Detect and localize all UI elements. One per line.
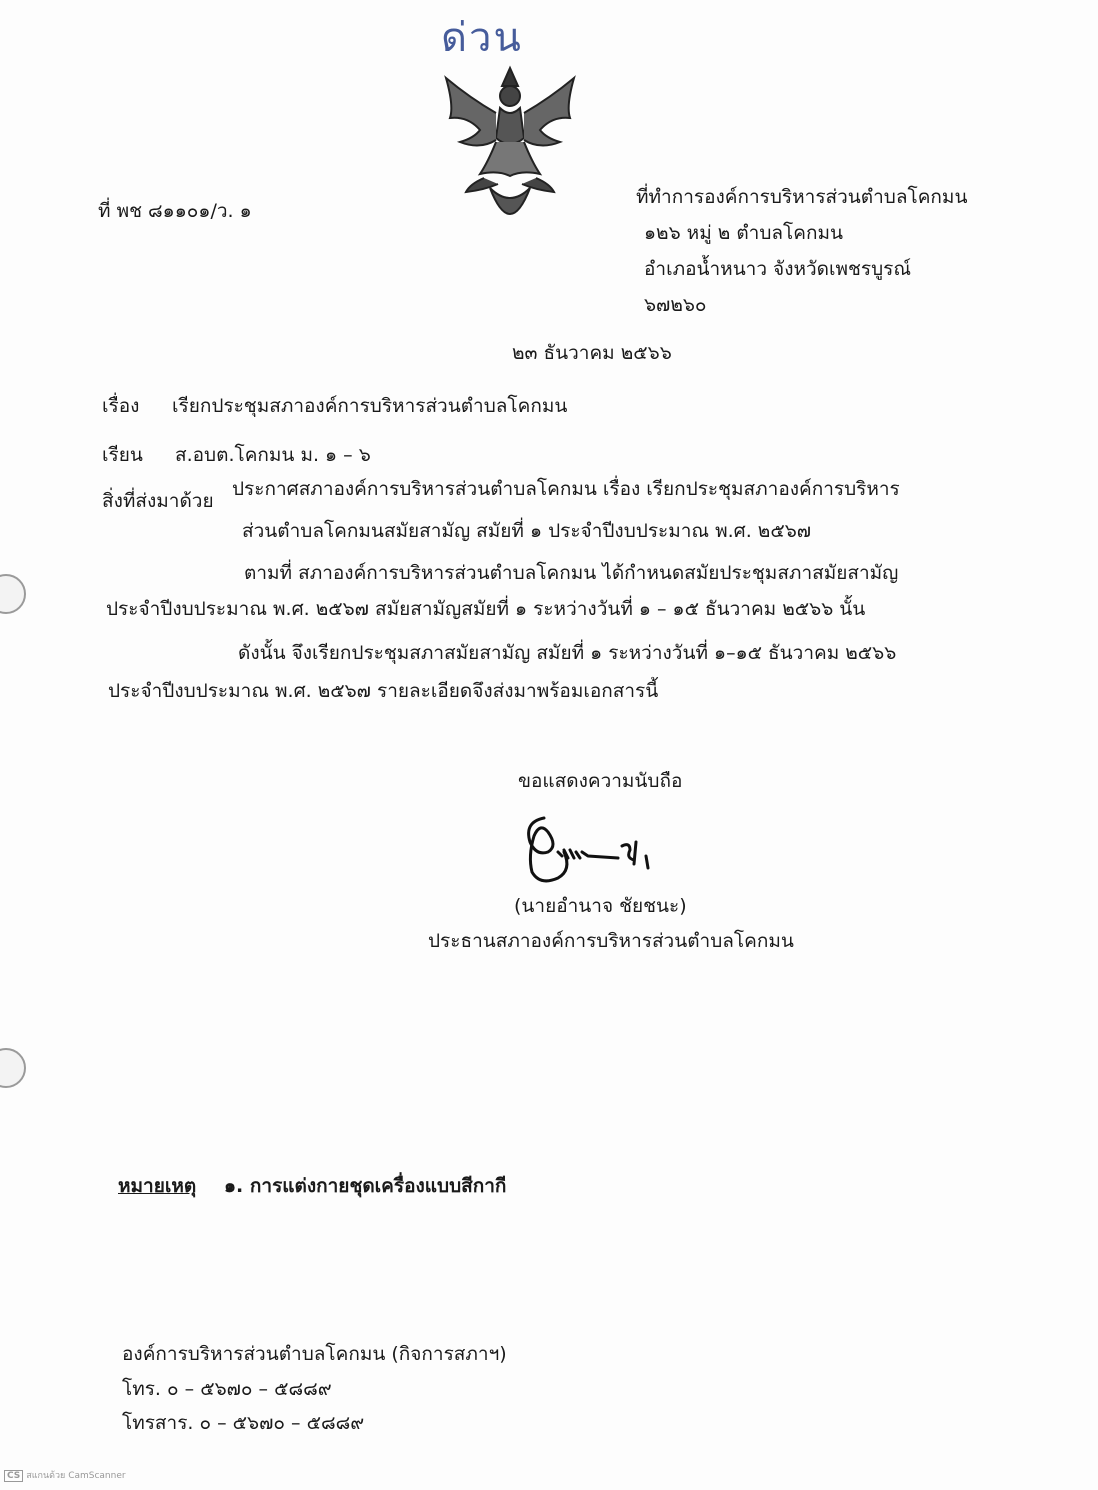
sender-address: [636, 184, 967, 328]
body-paragraph-1-line-2: ประจำปีงบประมาณ พ.ศ. ๒๕๖๗ สมัยสามัญสมัยที่ ๑ ระหว่างวันที่ ๑ – ๑๕ ธันวาคม ๒๕๖๖ นั้น: [106, 598, 866, 620]
handwritten-signature: [518, 812, 668, 890]
address-line-1: ที่ทำการองค์การบริหารส่วนตำบลโคกมน: [636, 186, 968, 208]
note-value: ๑. การแต่งกายชุดเครื่องแบบสีกากี: [224, 1175, 507, 1197]
address-line-4: ๖๗๒๖๐: [644, 294, 707, 316]
footer-office: องค์การบริหารส่วนตำบลโคกมน (กิจการสภาฯ): [122, 1343, 507, 1365]
punch-hole-top: [0, 574, 26, 614]
address-line-2: ๑๒๖ หมู่ ๒ ตำบลโคกมน: [644, 222, 843, 244]
document-number: ที่ พช ๘๑๑๐๑/ว. ๑: [98, 200, 252, 222]
address-line-3: อำเภอน้ำหนาว จังหวัดเพชรบูรณ์: [644, 258, 912, 280]
subject-value: เรียกประชุมสภาองค์การบริหารส่วนตำบลโคกมน: [172, 395, 568, 417]
subject-label: เรื่อง: [102, 395, 140, 417]
body-paragraph-1-line-1: ตามที่ สภาองค์การบริหารส่วนตำบลโคกมน ได้กำหนดสมัยประชุมสภาสมัยสามัญ: [244, 562, 899, 584]
enclosure-line-1: ประกาศสภาองค์การบริหารส่วนตำบลโคกมน เรื่อง เรียกประชุมสภาองค์การบริหาร: [232, 478, 900, 500]
body-paragraph-2-line-2: ประจำปีงบประมาณ พ.ศ. ๒๕๖๗ รายละเอียดจึงส่งมาพร้อมเอกสารนี้: [108, 680, 659, 702]
enclosure-line-2: ส่วนตำบลโคกมนสมัยสามัญ สมัยที่ ๑ ประจำปีงบประมาณ พ.ศ. ๒๕๖๗: [242, 520, 812, 542]
footer-fax: โทรสาร. ๐ – ๕๖๗๐ – ๕๘๘๙: [122, 1412, 365, 1434]
note-label: หมายเหตุ: [118, 1175, 197, 1197]
recipient-label: เรียน: [102, 444, 143, 466]
recipient-value: ส.อบต.โคกมน ม. ๑ – ๖: [175, 444, 371, 466]
scanner-watermark: [4, 1468, 126, 1482]
enclosure-label: สิ่งที่ส่งมาด้วย: [102, 490, 214, 512]
closing-phrase: ขอแสดงความนับถือ: [518, 770, 683, 792]
signatory-position: ประธานสภาองค์การบริหารส่วนตำบลโคกมน: [428, 930, 794, 952]
letter-date: ๒๓ ธันวาคม ๒๕๖๖: [512, 342, 672, 364]
body-paragraph-2-line-1: ดังนั้น จึงเรียกประชุมสภาสมัยสามัญ สมัยที่ ๑ ระหว่างวันที่ ๑–๑๕ ธันวาคม ๒๕๖๖: [238, 642, 897, 664]
punch-hole-bottom: [0, 1048, 26, 1088]
urgent-stamp: ด่วน: [441, 15, 523, 61]
signatory-name: (นายอำนาจ ชัยชนะ): [514, 895, 687, 917]
scanner-text: สแกนด้วย CamScanner: [26, 1471, 126, 1481]
scanner-badge: CS: [4, 1470, 23, 1482]
garuda-emblem-icon: [440, 58, 580, 216]
footer-phone: โทร. ๐ – ๕๖๗๐ – ๕๘๘๙: [122, 1378, 332, 1400]
